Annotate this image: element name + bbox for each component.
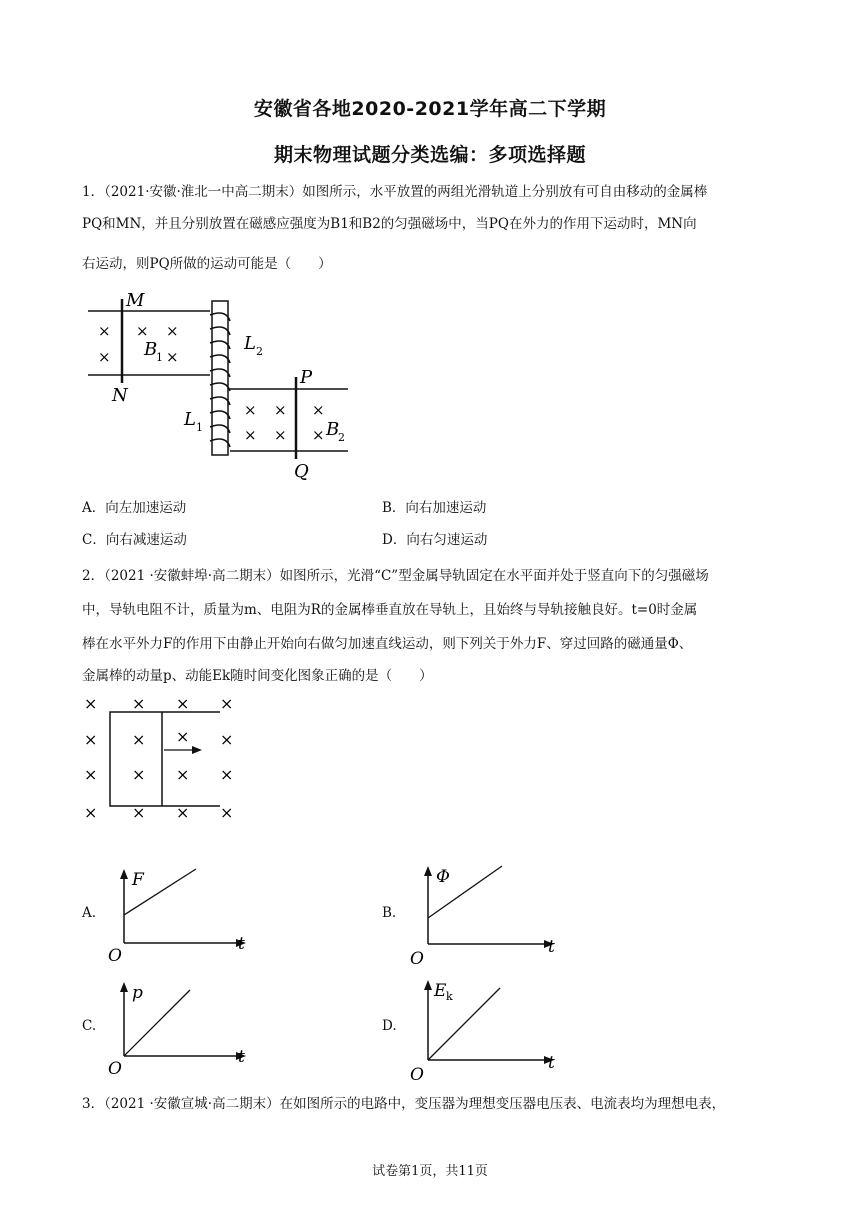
q1-line-3: 右运动，则PQ所做的运动可能是（ ） xyxy=(82,256,332,272)
graph-d-origin: O xyxy=(410,1065,424,1085)
cross-mark: × xyxy=(220,694,234,713)
cross-mark: × xyxy=(176,694,190,713)
page-footer: 试卷第1页，共11页 xyxy=(372,1164,488,1179)
q2-option-a-label[interactable]: A. xyxy=(82,905,97,921)
graph-b-xlabel: t xyxy=(548,937,555,957)
q2-option-b-label[interactable]: B. xyxy=(382,905,397,921)
graph-c-origin: O xyxy=(108,1059,122,1079)
q3-line-1: 3．（2021 ·安徽宣城·高二期末）在如图所示的电路中，变压器为理想变压器电压表、电流表均为理想电表， xyxy=(82,1096,726,1112)
cross-mark: × xyxy=(244,401,257,419)
q2-figure xyxy=(80,690,250,820)
graph-d-xlabel: t xyxy=(548,1053,555,1073)
cross-mark: × xyxy=(132,765,146,784)
label-B1: B xyxy=(144,339,158,360)
cross-mark: × xyxy=(84,694,98,713)
cross-mark: × xyxy=(84,730,98,749)
cross-mark: × xyxy=(312,401,325,419)
q2-line-1: 2．（2021 ·安徽蚌埠·高二期末）如图所示，光滑“C”型金属导轨固定在水平面并处于竖直向下的匀强磁场 xyxy=(82,568,709,584)
q2-option-d-label[interactable]: D. xyxy=(382,1018,397,1034)
graph-b-ylabel: Φ xyxy=(436,867,450,887)
graph-b-origin: O xyxy=(410,949,424,969)
cross-mark: × xyxy=(84,765,98,784)
q1-figure xyxy=(80,285,360,485)
graph-c-xlabel: t xyxy=(238,1047,245,1067)
label-N: N xyxy=(112,385,128,406)
cross-mark: × xyxy=(132,803,146,822)
q2-graph-c[interactable] xyxy=(104,978,254,1078)
cross-mark: × xyxy=(220,730,234,749)
title-line-2: 期末物理试题分类选编：多项选择题 xyxy=(273,144,586,166)
label-L1: L xyxy=(184,409,196,430)
graph-d-ylabel-sub: k xyxy=(446,990,453,1003)
q2-line-2: 中，导轨电阻不计，质量为m、电阻为R的金属棒垂直放在导轨上，且始终与导轨接触良好。t=0时金属 xyxy=(82,602,698,618)
cross-mark: × xyxy=(132,730,146,749)
cross-mark: × xyxy=(136,322,149,340)
q2-line-4: 金属棒的动量p、动能Ek随时间变化图象正确的是（ ） xyxy=(82,668,433,684)
label-P: P xyxy=(300,367,313,388)
q1-option-d[interactable]: D．向右匀速运动 xyxy=(382,532,488,548)
cross-mark: × xyxy=(98,348,111,366)
q1-option-c[interactable]: C．向右减速运动 xyxy=(82,532,187,548)
label-B1-sub: 1 xyxy=(156,351,163,364)
cross-mark: × xyxy=(176,765,190,784)
cross-mark: × xyxy=(176,803,190,822)
q2-graph-d[interactable] xyxy=(406,972,566,1085)
cross-mark: × xyxy=(220,803,234,822)
cross-mark: × xyxy=(220,765,234,784)
q2-option-c-label[interactable]: C. xyxy=(82,1018,97,1034)
graph-d-ylabel: E xyxy=(434,981,447,1001)
graph-c-ylabel: p xyxy=(132,983,143,1003)
label-B2-sub: 2 xyxy=(338,431,345,444)
label-L2-sub: 2 xyxy=(256,345,263,358)
graph-a-origin: O xyxy=(108,946,122,966)
q1-option-b[interactable]: B．向右加速运动 xyxy=(382,500,487,516)
graph-a-ylabel: F xyxy=(132,870,144,890)
label-B2: B xyxy=(326,419,340,440)
title-line-1: 安徽省各地2020-2021学年高二下学期 xyxy=(253,98,607,120)
q2-line-3: 棒在水平外力F的作用下由静止开始向右做匀加速直线运动，则下列关于外力F、穿过回路的磁通量Φ、 xyxy=(82,636,693,652)
cross-mark: × xyxy=(84,803,98,822)
cross-mark: × xyxy=(166,348,179,366)
cross-mark: × xyxy=(274,426,287,444)
label-Q: Q xyxy=(294,461,309,482)
graph-a-xlabel: t xyxy=(238,934,245,954)
q1-option-a[interactable]: A．向左加速运动 xyxy=(82,500,187,516)
cross-mark: × xyxy=(98,322,111,340)
q2-graph-b[interactable] xyxy=(406,860,566,970)
cross-mark: × xyxy=(166,322,179,340)
cross-mark: × xyxy=(176,727,190,746)
cross-mark: × xyxy=(312,426,325,444)
label-M: M xyxy=(126,290,145,311)
q1-line-1: 1．（2021·安徽·淮北一中高二期末）如图所示，水平放置的两组光滑轨道上分别放有可自由移动的金属棒 xyxy=(82,184,708,200)
cross-mark: × xyxy=(132,694,146,713)
cross-mark: × xyxy=(274,401,287,419)
q2-graph-a[interactable] xyxy=(104,865,254,965)
label-L2: L xyxy=(244,333,256,354)
cross-mark: × xyxy=(244,426,257,444)
label-L1-sub: 1 xyxy=(196,421,203,434)
q1-line-2: PQ和MN，并且分别放置在磁感应强度为B1和B2的匀强磁场中，当PQ在外力的作用下运动时，MN向 xyxy=(82,216,697,232)
